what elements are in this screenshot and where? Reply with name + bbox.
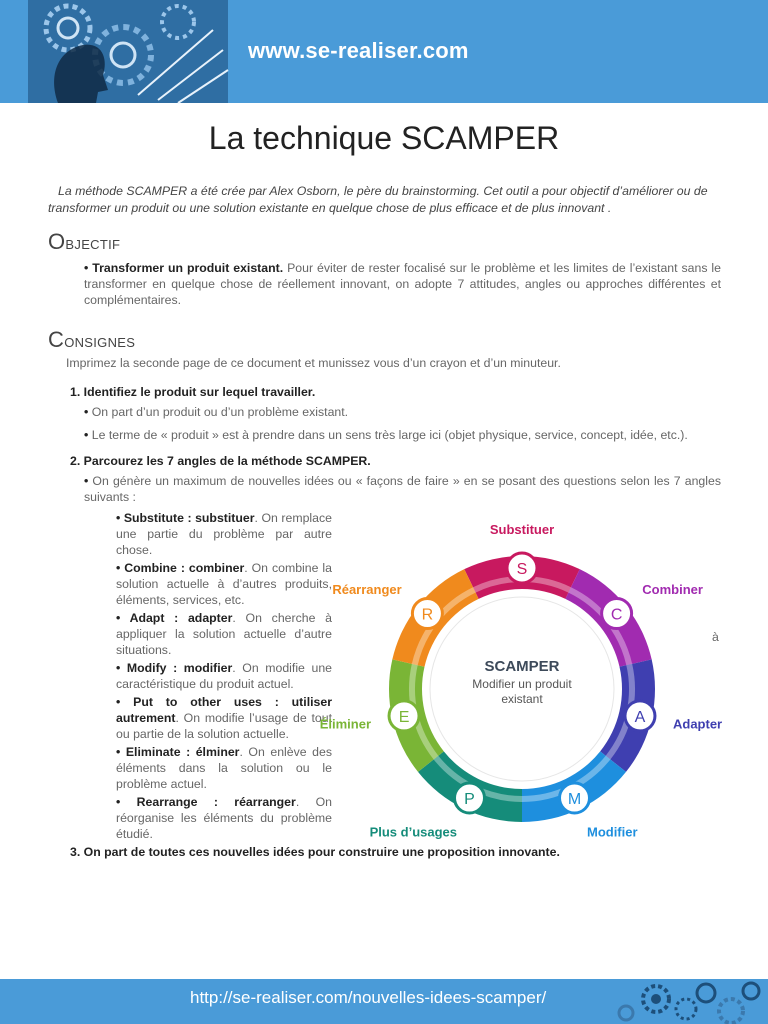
footer-url-link[interactable]: http://se-realiser.com/nouvelles-idees-scamper/ [190,988,547,1007]
stray-character: à [712,630,719,644]
step-1: 1. Identifiez le produit sur lequel travailler. [70,385,316,399]
node-label-r: Réarranger [332,581,402,597]
scamper-wheel-diagram [319,522,723,840]
node-letter-e: E [398,708,410,726]
node-letter-r: R [421,606,434,624]
objectif-paragraph: • Transformer un produit existant. Pour éviter de rester focalisé sur le problème et les limites de l’existant sans le transformer en quelque chose de réellement innovant, on adopte 7 attitudes, angles ou approches différentes et complémentaires. [84,261,721,307]
angles-list [116,510,332,844]
center-line-1: Modifier un produit [472,677,572,691]
intro-paragraph: La méthode SCAMPER a été crée par Alex Osborn, le père du brainstorming. Cet outil a pour objectif d’améliorer ou de transformer un produit ou une solution existante en quelque chose de plus efficace et de plus innovant . [48,184,708,215]
header-banner [0,0,768,103]
node-label-p: Plus d’usages [369,824,458,840]
node-label-a: Adapter [673,716,723,732]
footer-banner [0,979,768,1024]
consignes-lead: Imprimez la seconde page de ce document et munissez vous d’un crayon et d’un minuteur. [66,356,561,370]
node-label-m: Modifier [586,824,638,840]
step-2: 2. Parcourez les 7 angles de la méthode SCAMPER. [70,454,371,468]
step-2-bullet-1: • On génère un maximum de nouvelles idées ou « façons de faire » en se posant des questions selon les 7 angles suivants : [84,474,721,504]
objectif-heading: Objectif [48,229,121,254]
angle-item: • Put to other uses : utiliser autrement. On modifie l’usage de tout ou partie de la solution actuelle. [116,695,332,741]
angle-item: • Combine : combiner. On combine la solution actuelle à d’autres produits, éléments, services, etc. [116,561,332,607]
consignes-heading: Consignes [48,327,136,352]
node-label-e: Éliminer [319,716,371,732]
gears-head-illustration [28,0,228,103]
page-title: La technique SCAMPER [208,120,560,156]
step-1-bullet-2: • Le terme de « produit » est à prendre dans un sens très large ici (objet physique, service, concept, idée, etc.). [84,428,688,442]
step-1-bullet-1: • On part d’un produit ou d’un problème existant. [84,405,349,419]
angle-item: • Adapt : adapter. On cherche à appliquer la solution actuelle d’autre situations. [116,611,332,657]
node-letter-s: S [516,561,528,578]
angle-item: • Substitute : substituer. On remplace une partie du problème par autre chose. [116,511,332,557]
node-letter-a: A [634,708,646,726]
site-url[interactable]: www.se-realiser.com [248,38,469,63]
angle-item: • Modify : modifier. On modifie une caractéristique du produit actuel. [116,661,332,691]
center-line-2: existant [501,692,543,706]
node-letter-c: C [610,606,623,624]
angle-item: • Rearrange : réarranger. On réorganise les éléments du problème étudié. [116,795,332,841]
center-title: SCAMPER [484,658,560,675]
footer-gears-icon [596,979,768,1024]
node-label-c: Combiner [642,581,703,597]
node-label-s: Substituer [489,522,555,537]
node-letter-m: M [567,791,582,809]
node-letter-p: P [464,791,475,809]
angle-item: • Eliminate : élminer. On enlève des éléments dans la solution ou le problème actuel. [116,745,332,791]
step-3: 3. On part de toutes ces nouvelles idées pour construire une proposition innovante. [70,845,560,859]
